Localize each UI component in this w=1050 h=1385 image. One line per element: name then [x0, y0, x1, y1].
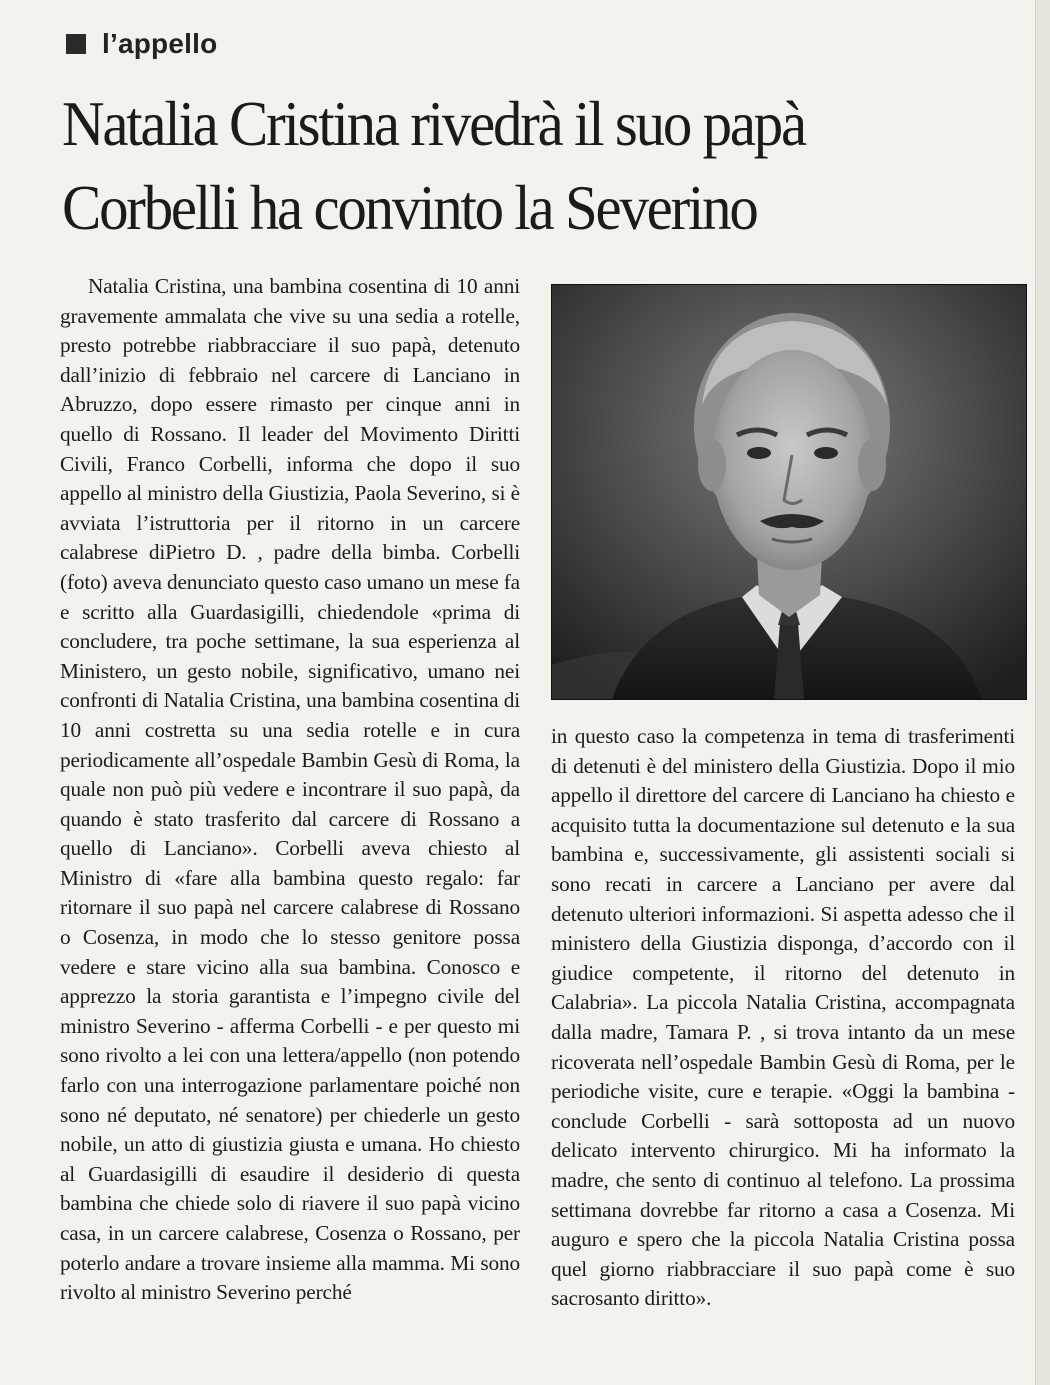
- article-headline: [62, 82, 945, 250]
- kicker-square-icon: [66, 34, 86, 54]
- kicker-label: l’appello: [102, 28, 218, 59]
- portrait-photo: [551, 284, 1027, 700]
- page-edge: [1035, 0, 1050, 1385]
- article-body-left-column: [60, 272, 520, 1332]
- section-kicker: [66, 24, 217, 64]
- headline-line-1: Natalia Cristina rivedrà il suo papà: [62, 88, 805, 159]
- body-paragraph-right: in questo caso la competenza in tema di trasferimenti di detenuti è del ministero della Giustizia. Dopo il mio appello il direttore del carcere di Lanciano ha chiesto e acquisito tutta la documentazione sul detenuto e la sua bambina e, successivamente, gli assistenti sociali si sono recati in carcere a Lanciano per avere dal detenuto ulteriori informazioni. Si aspetta adesso che il ministero della Giustizia disponga, d’accordo con il giudice competente, il ritorno del detenuto in Calabria». La piccola Natalia Cristina, accompagnata dalla madre, Tamara P. , si trova intanto da un mese ricoverata nell’ospedale Bambin Gesù di Roma, per le periodiche visite, cure e terapie. «Oggi la bambina - conclude Corbelli - sarà sottoposta ad un nuovo delicato intervento chirurgico. Mi ha informato la madre, che sento di continuo al telefono. La prossima settimana dovrebbe far ritorno a casa a Cosenza. Mi auguro e spero che la piccola Natalia Cristina possa quel giorno riabbracciare il suo papà come è suo sacrosanto diritto».: [551, 724, 1015, 1311]
- body-paragraph-left: Natalia Cristina, una bambina cosentina di 10 anni gravemente ammalata che vive su una sedia a rotelle, presto potrebbe riabbracciare il suo papà, detenuto dall’inizio di febbraio nel carcere di Lanciano in Abruzzo, dopo essere rimasto per cinque anni in quello di Rossano. Il leader del Movimento Diritti Civili, Franco Corbelli, informa che dopo il suo appello al ministro della Giustizia, Paola Severino, si è avviata l’istruttoria per il ritorno in un carcere calabrese diPietro D. , padre della bimba. Corbelli (foto) aveva denunciato questo caso umano un mese fa e scritto alla Guardasigilli, chiedendole «prima di concludere, tra poche settimane, la sua esperienza al Ministero, un gesto nobile, significativo, umano nei confronti di Natalia Cristina, una bambina cosentina di 10 anni costretta su una sedia rotelle e in cura periodicamente all’ospedale Bambin Gesù di Roma, la quale non può più vedere e incontrare il suo papà, da quando è stato trasferito dal carcere di Rossano a quello di Lanciano». Corbelli aveva chiesto al Ministro di «fare alla bambina questo regalo: far ritornare il suo papà nel carcere calabrese di Rossano o Cosenza, in modo che lo stesso genitore possa vedere e stare vicino alla sua bambina. Conosco e apprezzo la storia garantista e l’impegno civile del ministro Severino - afferma Corbelli - e per questo mi sono rivolto a lei con una lettera/appello (non potendo farlo con una interrogazione parlamentare poiché non sono né deputato, né senatore) per chiederle un gesto nobile, un atto di giustizia giusta e umana. Ho chiesto al Guardasigilli di esaudire il desiderio di questa bambina che chiede solo di riavere il suo papà vicino casa, in un carcere calabrese, Cosenza o Rossano, per poterlo andare a trovare insieme alla mamma. Mi sono rivolto al ministro Severino perché: [60, 274, 520, 1305]
- article-body-right-column: [551, 722, 1015, 1332]
- headline-line-2: Corbelli ha convinto la Severino: [62, 172, 757, 243]
- portrait-photo-image: [552, 285, 1026, 699]
